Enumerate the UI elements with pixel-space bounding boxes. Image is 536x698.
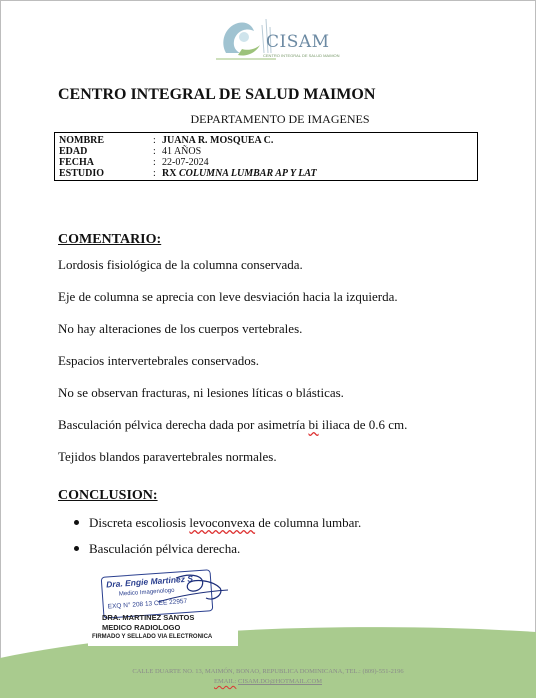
info-value: 22-07-2024 xyxy=(162,157,209,168)
department-label: DEPARTAMENTO DE IMAGENES xyxy=(190,112,370,126)
basc-pre: Basculación pélvica derecha dada por asimetría xyxy=(58,417,306,432)
footer-address: CALLE DUARTE NO. 13, MAIMÓN, BONAO, REPUBLICA DOMINICANA, TEL.: (809)-551-2196 xyxy=(132,668,404,675)
spellcheck-word: bi xyxy=(308,417,319,432)
info-label: NOMBRE xyxy=(59,135,104,146)
info-label: EDAD xyxy=(59,146,88,157)
info-value: JUANA R. MOSQUEA C. xyxy=(162,135,274,146)
study-name: COLUMNA LUMBAR AP Y LAT xyxy=(178,168,317,179)
stamp-name: Dra. Engie Martinez S. xyxy=(105,573,196,590)
handwritten-signature-icon xyxy=(88,568,246,618)
info-value: 41 AÑOS xyxy=(162,146,202,157)
doctor-name: DRA. MARTINEZ SANTOS xyxy=(102,613,195,622)
doctor-role: MEDICO RADIOLOGO xyxy=(102,623,181,632)
comment-line xyxy=(58,417,407,433)
info-colon: : xyxy=(153,135,156,146)
b1-post: de columna lumbar. xyxy=(258,515,362,530)
info-colon: : xyxy=(153,146,156,157)
b2-text: Basculación pélvica derecha. xyxy=(89,541,241,556)
footer-email xyxy=(0,678,536,685)
comment-line: No hay alteraciones de los cuerpos vertebrales. xyxy=(58,321,303,336)
comment-line: Eje de columna se aprecia con leve desviación hacia la izquierda. xyxy=(58,289,398,304)
email-prefix: EMAIL: xyxy=(213,678,237,685)
comment-line: Espacios intervertebrales conservados. xyxy=(58,353,260,368)
basc-post: iliaca de 0.6 cm. xyxy=(321,417,408,432)
info-colon: : xyxy=(153,168,156,179)
footer-wave xyxy=(0,618,536,698)
logo-tagline: CENTRO INTEGRAL DE SALUD MAIMON xyxy=(263,53,340,58)
spellcheck-word: levoconvexa xyxy=(189,515,256,530)
conclusion-heading: CONCLUSION: xyxy=(58,488,158,503)
page-title: CENTRO INTEGRAL DE SALUD MAIMON xyxy=(58,86,376,103)
logo-brand: CISAM xyxy=(266,32,330,52)
info-label: FECHA xyxy=(59,157,94,168)
comment-line: No se observan fracturas, ni lesiones líticas o blásticas. xyxy=(58,385,344,400)
comment-line: Lordosis fisiológica de la columna conservada. xyxy=(58,257,303,272)
conclusion-item xyxy=(74,515,361,531)
stamp-exq: EXQ N° 208 13 CEE 22957 xyxy=(107,597,188,611)
info-colon: : xyxy=(153,157,156,168)
email-link[interactable]: CISAM.DO@HOTMAIL.COM xyxy=(238,678,322,685)
doctor-name-block xyxy=(102,613,194,633)
comment-heading: COMENTARIO: xyxy=(58,232,162,247)
cisam-logo xyxy=(216,13,340,61)
conclusion-item xyxy=(74,541,240,557)
bullet-icon xyxy=(74,546,79,551)
b1-pre: Discreta escoliosis xyxy=(89,515,187,530)
stamp-role: Medico Imagenologo xyxy=(118,587,175,598)
bullet-icon xyxy=(74,520,79,525)
signature-block xyxy=(88,568,246,646)
study-prefix: RX xyxy=(162,168,177,179)
info-value xyxy=(162,168,317,179)
patient-info-box xyxy=(54,132,478,181)
comment-line: Tejidos blandos paravertebrales normales. xyxy=(58,449,277,464)
electronic-signature-note: FIRMADO Y SELLADO VIA ELECTRONICA xyxy=(92,634,213,640)
info-label: ESTUDIO xyxy=(59,168,105,179)
